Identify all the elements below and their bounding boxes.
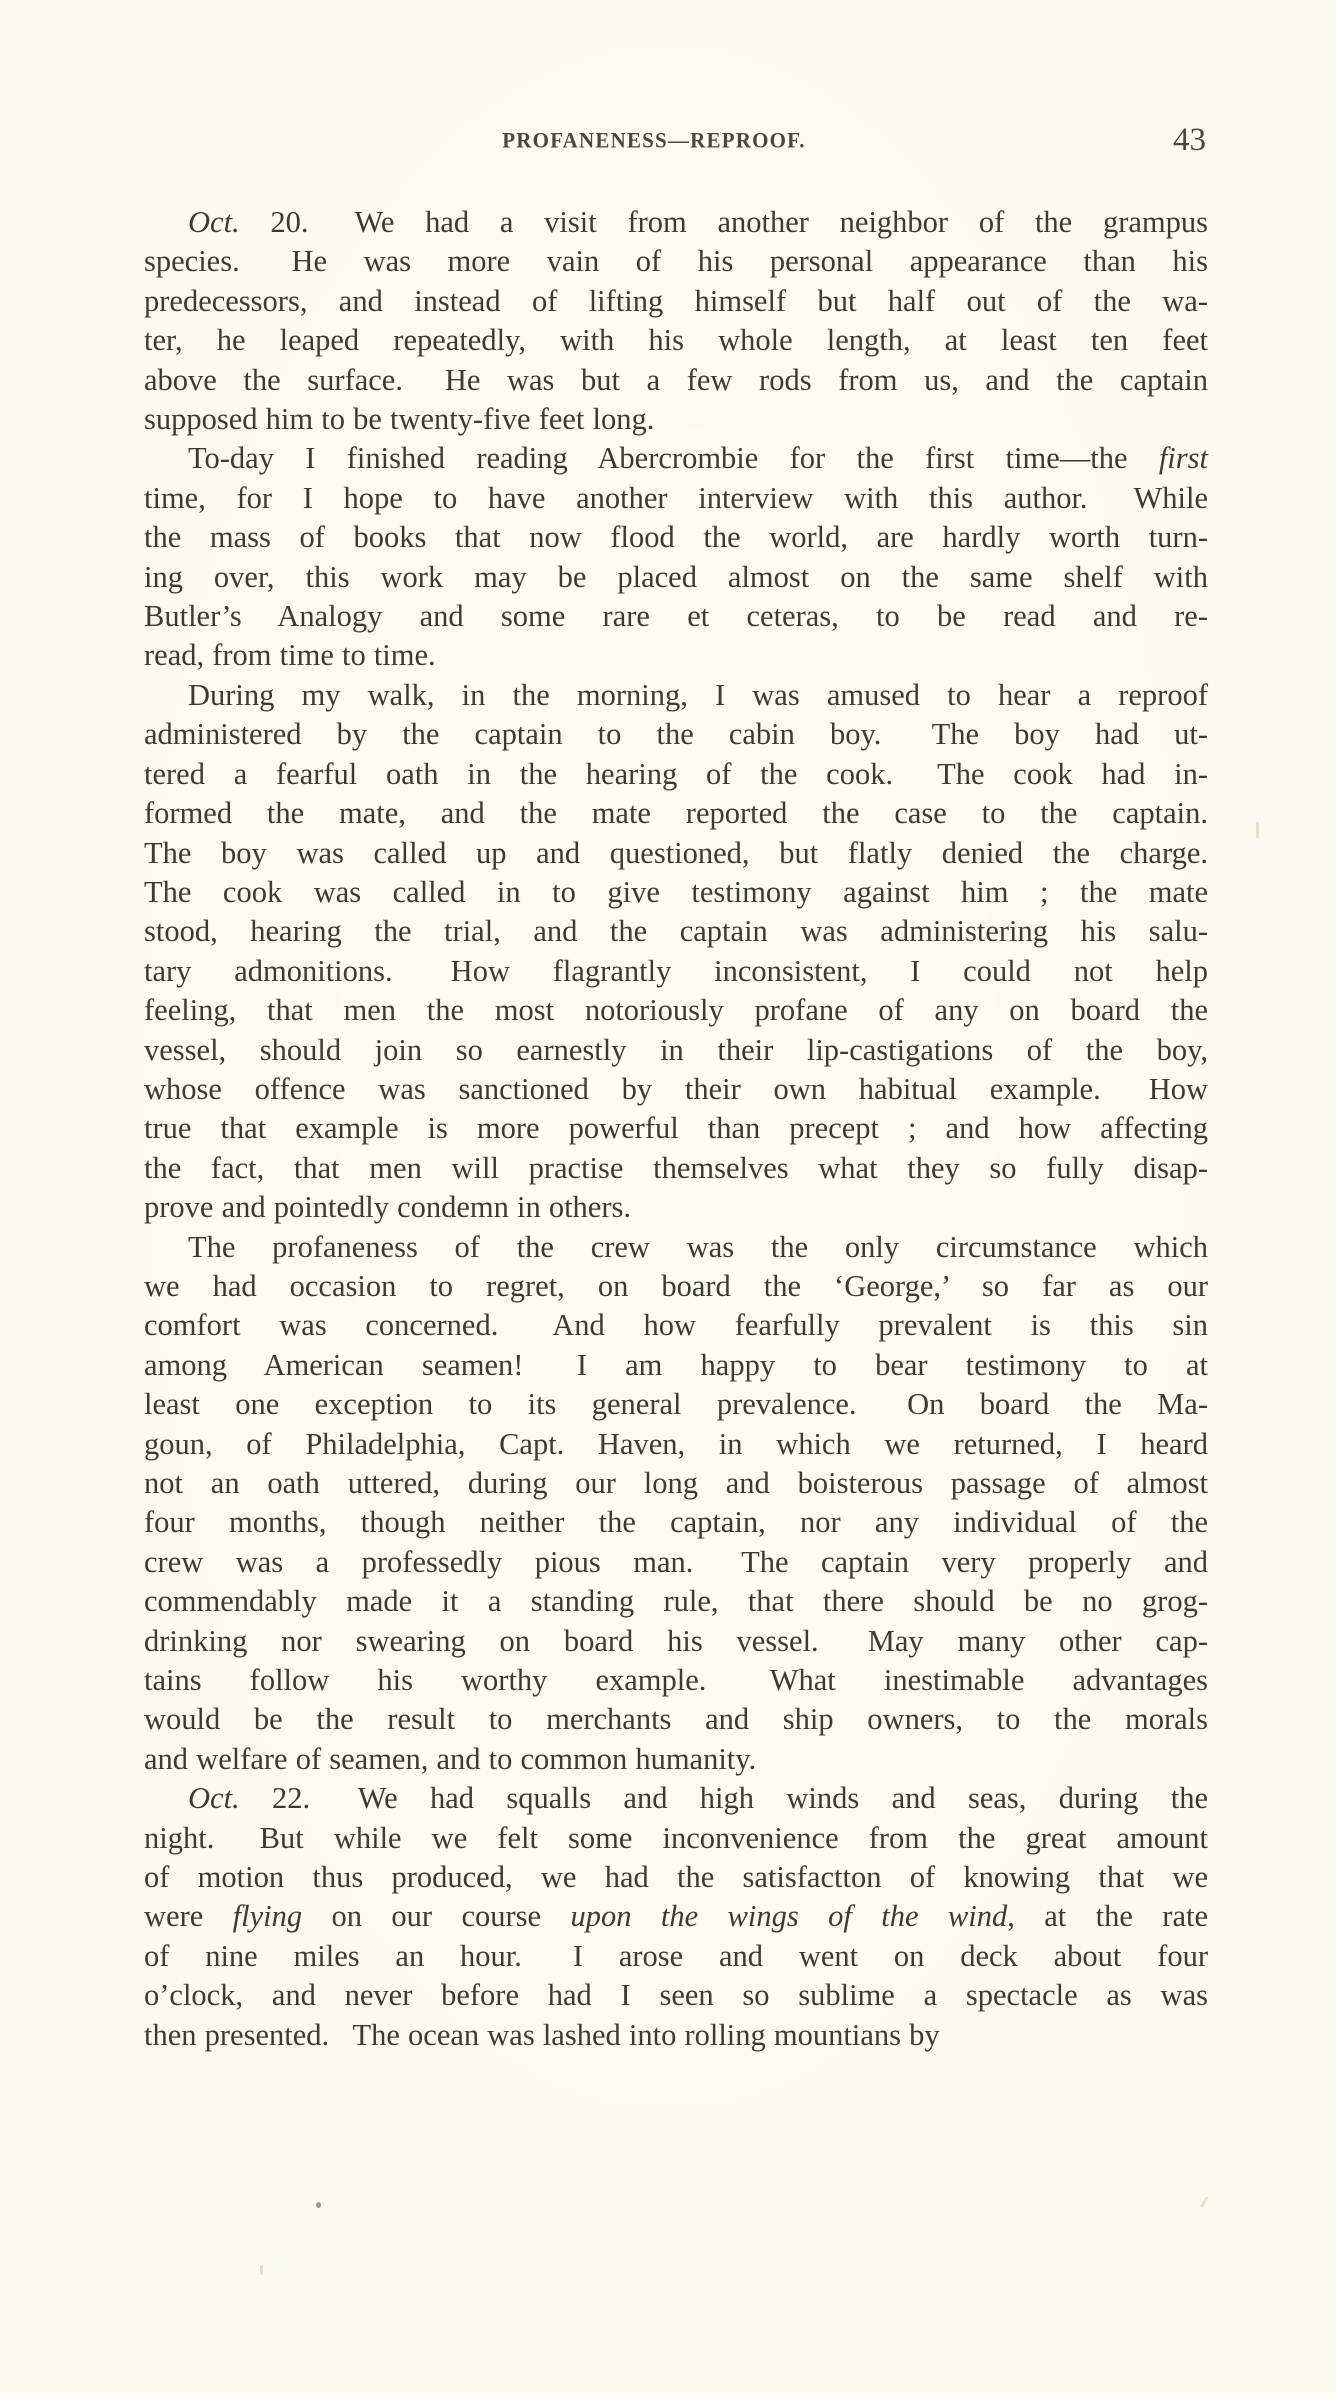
text-run: species. He was more vain of his personal appearance than his bbox=[144, 244, 1208, 279]
text-run: During my walk, in the morning, I was amused to hear a reproof bbox=[188, 677, 1208, 712]
text-line bbox=[100, 1188, 1208, 1227]
text-run: Butler’s Analogy and some rare et ceteras, to be read and re- bbox=[144, 599, 1208, 634]
text-run: the fact, that men will practise themselves what they so fully disap- bbox=[144, 1150, 1208, 1185]
text-line bbox=[100, 1819, 1208, 1858]
text-line bbox=[100, 636, 1208, 675]
italic-text: Oct. bbox=[188, 205, 240, 239]
text-run: tered a fearful oath in the hearing of the cook. The cook had in- bbox=[144, 756, 1208, 791]
text-line bbox=[100, 1937, 1208, 1976]
text-line bbox=[100, 282, 1208, 321]
text-line bbox=[100, 912, 1208, 951]
text-line bbox=[100, 1582, 1208, 1621]
text-line bbox=[100, 1070, 1208, 1109]
text-run: night. But while we felt some inconvenience from the great amount bbox=[144, 1820, 1208, 1855]
text-line bbox=[100, 242, 1208, 281]
text-line bbox=[100, 676, 1208, 715]
running-head bbox=[100, 122, 1208, 162]
text-line bbox=[100, 1858, 1208, 1897]
text-line bbox=[100, 794, 1208, 833]
text-line bbox=[100, 1543, 1208, 1582]
text-run: we had occasion to regret, on board the ‘George,’ so far as our bbox=[144, 1268, 1208, 1303]
text-line bbox=[100, 1740, 1208, 1779]
text-line bbox=[100, 873, 1208, 912]
text-run: commendably made it a standing rule, that there should be no grog- bbox=[144, 1584, 1208, 1619]
text-run: supposed him to be twenty-five feet long. bbox=[144, 402, 655, 437]
text-run: ter, he leaped repeatedly, with his whole length, at least ten feet bbox=[144, 323, 1208, 358]
running-title: PROFANENESS—REPROOF. bbox=[502, 127, 806, 153]
paragraph bbox=[100, 1779, 1208, 2055]
text-line bbox=[100, 1976, 1208, 2015]
text-run: vessel, should join so earnestly in their lip-castigations of the boy, bbox=[144, 1032, 1208, 1067]
text-run: were bbox=[144, 1899, 233, 1934]
text-line bbox=[100, 558, 1208, 597]
paragraph bbox=[100, 439, 1208, 675]
text-line bbox=[100, 1149, 1208, 1188]
text-run: of motion thus produced, we had the satisfactton of knowing that we bbox=[144, 1860, 1208, 1895]
body-text bbox=[100, 203, 1208, 2055]
text-run: goun, of Philadelphia, Capt. Haven, in which we returned, I heard bbox=[144, 1426, 1208, 1461]
text-line bbox=[100, 597, 1208, 636]
text-line bbox=[100, 518, 1208, 557]
text-line bbox=[100, 1779, 1208, 1818]
text-run: not an oath uttered, during our long and boisterous passage of almost bbox=[144, 1466, 1208, 1500]
text-run: comfort was concerned. And how fearfully prevalent is this sin bbox=[144, 1308, 1208, 1343]
text-run: ing over, this work may be placed almost on the same shelf with bbox=[144, 559, 1208, 594]
paper-speck bbox=[316, 2202, 321, 2208]
text-run: then presented. The ocean was lashed into rolling mountians by bbox=[144, 2017, 940, 2052]
text-run: whose offence was sanctioned by their own habitual example. How bbox=[144, 1071, 1208, 1106]
text-run: crew was a professedly pious man. The captain very properly and bbox=[144, 1544, 1208, 1579]
text-run: The boy was called up and questioned, but flatly denied the charge. bbox=[144, 835, 1208, 870]
text-run: would be the result to merchants and ship owners, to the morals bbox=[144, 1702, 1208, 1737]
text-run: the mass of books that now flood the world, are hardly worth turn- bbox=[144, 520, 1208, 555]
text-run: least one exception to its general prevalence. On board the Ma- bbox=[144, 1387, 1208, 1422]
text-line bbox=[100, 1228, 1208, 1267]
text-line bbox=[100, 1464, 1208, 1503]
text-run: predecessors, and instead of lifting himself but half out of the wa- bbox=[144, 283, 1208, 318]
text-run: administered by the captain to the cabin boy. The boy had ut- bbox=[144, 717, 1208, 752]
italic-text: upon the wings of the wind bbox=[570, 1899, 1008, 1934]
italic-text: first bbox=[1158, 441, 1208, 476]
text-line bbox=[100, 1346, 1208, 1385]
text-line bbox=[100, 1425, 1208, 1464]
text-run: tains follow his worthy example. What inestimable advantages bbox=[144, 1663, 1208, 1698]
text-line bbox=[100, 1031, 1208, 1070]
text-run: formed the mate, and the mate reported the case to the captain. bbox=[144, 796, 1208, 831]
text-run: tary admonitions. How flagrantly inconsistent, I could not help bbox=[144, 953, 1208, 988]
text-line bbox=[100, 203, 1208, 242]
text-run: time, for I hope to have another interview with this author. While bbox=[144, 480, 1208, 515]
text-run: on our course bbox=[302, 1899, 571, 1934]
text-run: true that example is more powerful than precept ; and how affecting bbox=[144, 1111, 1208, 1146]
paper-blemish bbox=[1200, 2196, 1209, 2208]
page-number: 43 bbox=[1173, 122, 1206, 158]
text-line bbox=[100, 755, 1208, 794]
text-run: drinking nor swearing on board his vessel. May many other cap- bbox=[144, 1623, 1208, 1658]
text-run: 20. We had a visit from another neighbor of the grampus bbox=[239, 205, 1208, 239]
text-line bbox=[100, 1109, 1208, 1148]
text-run: feeling, that men the most notoriously profane of any on board the bbox=[144, 993, 1208, 1028]
paper-blemish bbox=[260, 2265, 263, 2275]
text-line bbox=[100, 439, 1208, 478]
text-line bbox=[100, 1306, 1208, 1345]
paragraph bbox=[100, 203, 1208, 439]
text-line bbox=[100, 1503, 1208, 1542]
text-line bbox=[100, 991, 1208, 1030]
text-run: The profaneness of the crew was the only circumstance which bbox=[188, 1229, 1208, 1264]
text-run: and welfare of seamen, and to common humanity. bbox=[144, 1741, 757, 1776]
text-line bbox=[100, 2016, 1208, 2055]
text-line bbox=[100, 952, 1208, 991]
text-run: stood, hearing the trial, and the captain was administering his salu- bbox=[144, 914, 1208, 949]
text-line bbox=[100, 1700, 1208, 1739]
text-run: four months, though neither the captain, nor any individual of the bbox=[144, 1505, 1208, 1540]
text-line bbox=[100, 400, 1208, 439]
paragraph bbox=[100, 1228, 1208, 1780]
text-line bbox=[100, 479, 1208, 518]
text-run: prove and pointedly condemn in others. bbox=[144, 1190, 632, 1225]
text-run: among American seamen! I am happy to bear testimony to at bbox=[144, 1347, 1208, 1382]
text-line bbox=[100, 1385, 1208, 1424]
paragraph bbox=[100, 676, 1208, 1228]
text-run: To-day I finished reading Abercrombie for the first time—the bbox=[188, 441, 1159, 476]
text-line bbox=[100, 321, 1208, 360]
paper-blemish bbox=[1256, 822, 1259, 838]
text-run: above the surface. He was but a few rods from us, and the captain bbox=[144, 362, 1208, 397]
text-line bbox=[100, 361, 1208, 400]
text-run: of nine miles an hour. I arose and went on deck about four bbox=[144, 1938, 1208, 1973]
text-run: The cook was called in to give testimony against him ; the mate bbox=[144, 874, 1208, 909]
text-run: , at the rate bbox=[1007, 1899, 1208, 1934]
text-line bbox=[100, 1267, 1208, 1306]
text-line bbox=[100, 1661, 1208, 1700]
italic-text: Oct. bbox=[188, 1781, 240, 1816]
text-line bbox=[100, 1897, 1208, 1936]
text-line bbox=[100, 1622, 1208, 1661]
text-line bbox=[100, 715, 1208, 754]
text-run: read, from time to time. bbox=[144, 638, 436, 673]
text-run: o’clock, and never before had I seen so sublime a spectacle as was bbox=[144, 1978, 1208, 2013]
text-run: 22. We had squalls and high winds and seas, during the bbox=[239, 1781, 1208, 1816]
italic-text: flying bbox=[232, 1899, 303, 1934]
text-line bbox=[100, 834, 1208, 873]
